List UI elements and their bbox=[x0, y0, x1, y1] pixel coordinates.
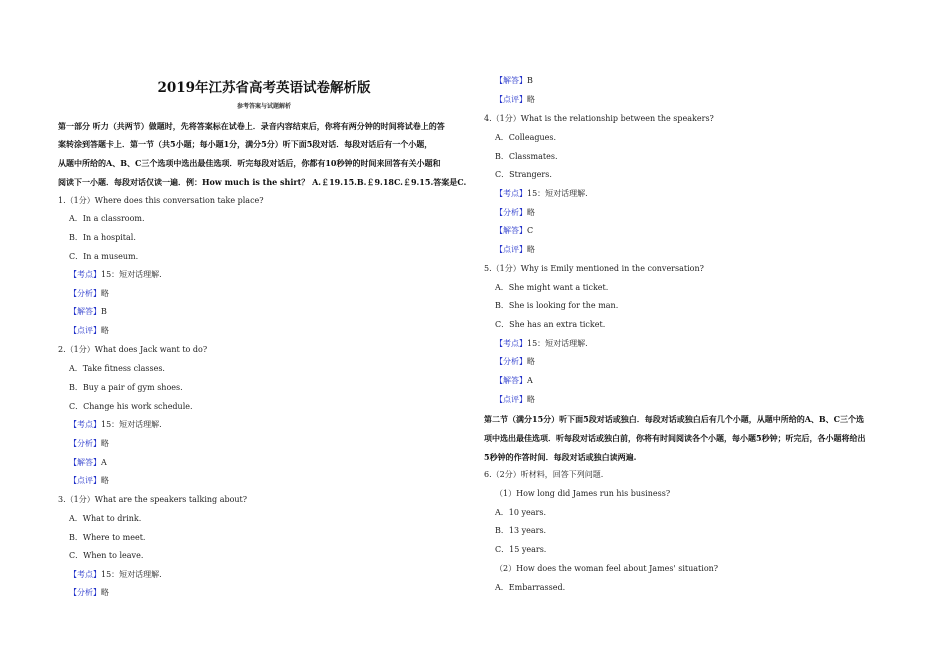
question-4-fenxi: 【分析】略 bbox=[495, 208, 535, 217]
question-5-fenxi: 【分析】略 bbox=[495, 357, 535, 366]
question-3-fenxi: 【分析】略 bbox=[69, 588, 109, 597]
dianping-label: 【点评】 bbox=[495, 245, 527, 254]
question-6-sub1-option-b: B．13 years. bbox=[495, 526, 547, 535]
fenxi-label: 【分析】 bbox=[69, 289, 101, 298]
kaodian-label: 【考点】 bbox=[69, 270, 101, 279]
page-title: 2019年江苏省高考英语试卷解析版 bbox=[157, 80, 371, 96]
section2-intro-line: 5秒钟的作答时间．每段对话或独白读两遍. bbox=[484, 452, 637, 462]
question-5-option-c: C．She has an extra ticket. bbox=[495, 320, 606, 329]
fenxi-label: 【分析】 bbox=[69, 439, 101, 448]
question-3-option-c: C．When to leave. bbox=[69, 551, 144, 560]
question-4-option-c: C．Strangers. bbox=[495, 170, 552, 179]
question-3-option-a: A．What to drink. bbox=[69, 514, 142, 523]
question-1-option-c: C．In a museum. bbox=[69, 252, 139, 261]
jieda-label: 【解答】 bbox=[69, 307, 101, 316]
question-6-sub1-option-c: C．15 years. bbox=[495, 545, 547, 554]
kaodian-label: 【考点】 bbox=[69, 570, 101, 579]
question-4-option-b: B．Classmates. bbox=[495, 152, 558, 161]
question-2-option-c: C．Change his work schedule. bbox=[69, 402, 193, 411]
question-4-stem: 4.（1分）What is the relationship between the speakers? bbox=[484, 114, 714, 123]
question-1-option-b: B．In a hospital. bbox=[69, 233, 136, 242]
question-4-jieda: 【解答】C bbox=[495, 226, 534, 235]
question-6-sub1-option-a: A．10 years. bbox=[495, 508, 546, 517]
question-2-dianping: 【点评】略 bbox=[69, 476, 109, 485]
question-1-stem: 1.（1分）Where does this conversation take place? bbox=[58, 196, 264, 205]
question-1-kaodian: 【考点】15：短对话理解. bbox=[69, 270, 162, 279]
jieda-label: 【解答】 bbox=[69, 458, 101, 467]
question-4-dianping: 【点评】略 bbox=[495, 245, 535, 254]
question-2-option-b: B．Buy a pair of gym shoes. bbox=[69, 383, 183, 392]
dianping-label: 【点评】 bbox=[69, 476, 101, 485]
fenxi-label: 【分析】 bbox=[69, 588, 101, 597]
dianping-label: 【点评】 bbox=[69, 326, 101, 335]
fenxi-label: 【分析】 bbox=[495, 357, 527, 366]
question-2-option-a: A．Take fitness classes. bbox=[69, 364, 165, 373]
question-1-option-a: A．In a classroom. bbox=[69, 214, 145, 223]
question-3-kaodian: 【考点】15：短对话理解. bbox=[69, 570, 162, 579]
section1-intro-line: 阅读下一小题．每段对话仅读一遍．例：How much is the shirt？ A.￡19.15.B.￡9.18C.￡9.15.答案是C. bbox=[58, 177, 467, 187]
question-2-jieda: 【解答】A bbox=[69, 458, 107, 467]
question-5-option-a: A．She might want a ticket. bbox=[495, 283, 609, 292]
jieda-label: 【解答】 bbox=[495, 76, 527, 85]
question-1-jieda: 【解答】B bbox=[69, 307, 107, 316]
question-1-dianping: 【点评】略 bbox=[69, 326, 109, 335]
section2-intro-line: 第二节（满分15分）听下面5段对话或独白．每段对话或独白后有几个小题，从题中所给的A、B、C三个选 bbox=[484, 414, 865, 424]
question-4-kaodian: 【考点】15：短对话理解. bbox=[495, 189, 588, 198]
question-6-sub1-stem: （1）How long did James run his business? bbox=[495, 489, 671, 498]
jieda-label: 【解答】 bbox=[495, 376, 527, 385]
fenxi-label: 【分析】 bbox=[495, 208, 527, 217]
kaodian-label: 【考点】 bbox=[495, 189, 527, 198]
question-5-stem: 5.（1分）Why is Emily mentioned in the conversation? bbox=[484, 264, 704, 273]
question-3-stem: 3.（1分）What are the speakers talking about? bbox=[58, 495, 248, 504]
kaodian-label: 【考点】 bbox=[69, 420, 101, 429]
question-1-fenxi: 【分析】略 bbox=[69, 289, 109, 298]
dianping-label: 【点评】 bbox=[495, 395, 527, 404]
question-2-stem: 2.（1分）What does Jack want to do? bbox=[58, 345, 208, 354]
question-5-kaodian: 【考点】15：短对话理解. bbox=[495, 339, 588, 348]
section1-intro-line: 第一部分 听力（共两节）做题时，先将答案标在试卷上．录音内容结束后，你将有两分钟的时间将试卷上的答 bbox=[58, 121, 445, 131]
section1-intro-line: 案转涂到答题卡上．第一节（共5小题；每小题1分，满分5分）听下面5段对话．每段对话后有一个小题， bbox=[58, 139, 433, 149]
question-3-option-b: B．Where to meet. bbox=[69, 533, 146, 542]
kaodian-label: 【考点】 bbox=[495, 339, 527, 348]
question-3-jieda: 【解答】B bbox=[495, 76, 533, 85]
question-6-stem: 6.（2分）听材料，回答下列问题. bbox=[484, 470, 604, 479]
question-3-dianping: 【点评】略 bbox=[495, 95, 535, 104]
jieda-label: 【解答】 bbox=[495, 226, 527, 235]
question-5-option-b: B．She is looking for the man. bbox=[495, 301, 619, 310]
page-subtitle: 参考答案与试题解析 bbox=[236, 103, 291, 110]
section1-intro-line: 从题中所给的A、B、C三个选项中选出最佳选项．听完每段对话后，你都有10秒钟的时间来回答有关小题和 bbox=[58, 158, 441, 168]
question-2-kaodian: 【考点】15：短对话理解. bbox=[69, 420, 162, 429]
question-4-option-a: A．Colleagues. bbox=[495, 133, 556, 142]
question-5-jieda: 【解答】A bbox=[495, 376, 533, 385]
question-2-fenxi: 【分析】略 bbox=[69, 439, 109, 448]
section2-intro-line: 项中选出最佳选项．听每段对话或独白前，你将有时间阅读各个小题，每小题5秒钟；听完后，各小题将给出 bbox=[484, 433, 866, 443]
question-6-sub2-option-a: A．Embarrassed. bbox=[495, 583, 566, 592]
question-6-sub2-stem: （2）How does the woman feel about James' situation? bbox=[495, 564, 719, 573]
question-5-dianping: 【点评】略 bbox=[495, 395, 535, 404]
dianping-label: 【点评】 bbox=[495, 95, 527, 104]
